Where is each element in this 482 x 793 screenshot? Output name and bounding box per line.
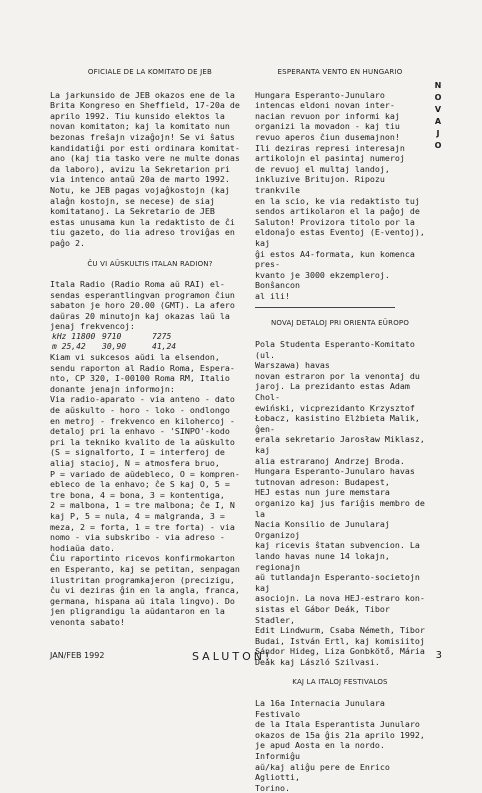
section-heading-hungario: ESPERANTA VENTO EN HUNGARIO [277, 68, 403, 76]
footer-date: JAN/FEB 1992 [50, 651, 105, 660]
paragraph-italoj: La 16a Internacia Junulara Festivalo de la Itala Esperantista Junularo okazos de 15a ĝis 21a aprilo 1992, je apud Aosta en la nordo. Informiĝu aŭ/kaj aliĝu pere de Enrico Agliotti, Torino. [255, 698, 425, 793]
side-letter: J [436, 129, 440, 138]
section-heading-italoj: KAJ LA ITALOJ FESTIVALOS [292, 678, 388, 687]
divider [255, 307, 395, 308]
freq-cell: 9710 [102, 332, 122, 342]
page-number: 3 [435, 650, 442, 661]
paragraph-jeb: La jarkunsido de JEB okazos ene de la Brita Kongreso en Sheffield, 17-20a de aprilo 1992. Tiu kunsido elektos la novan komitaton; kaj la komitato nun bezonas freŝajn vizaĝojn! Se vi ŝatus kandidatiĝi por esti ordinara komitat- ano (kaj tia tasko vere ne multe donas da laboro), avizu la Sekretarion pri via intenco antaŭ 20a de marto 1992. Notu, ke JEB pagas vojaĝkostojn (kaj alaĝn kostojn, se necese) de siaj komitatanoj. La Sekretario de JEB estas unusama kun la redaktisto de ĉi tiu gazeto, do lia adreso troviĝas en paĝo 2. [50, 89, 240, 248]
section-heading-radio: ĈU VI AŬSKULTIS ITALAN RADION? [87, 259, 213, 268]
left-column [50, 67, 250, 628]
page-footer [50, 651, 442, 665]
side-label-novajoj [431, 80, 445, 152]
paragraph-hungario: Hungara Esperanto-Junularo intencas eldoni novan inter- nacian revuon por informi kaj organizi la movadon - kaj tiu revuo aperos ĉiun dusemajnon! Ili deziras represi interesajn artikolojn el pasintaj numeroj de revuoj el multaj landoj, inkluzive Britujon. Ripozu trankvile en la scio, ke via redaktisto tuj sendos artikolaron el la paĝoj de Saluton! Provizora titolo por la eldonaĵo estas Eventoj (E-ventoj), kaj ĝi estos A4-formata, kun komenca pres- kvanto je 3000 ekzempleroj. Bonŝancon al ili! [255, 89, 425, 301]
side-letter: A [434, 117, 442, 126]
paragraph-radio-intro: Itala Radio (Radio Roma aŭ RAI) el- sendas esperantlingvan programon ĉiun sabaton je horo 20.00 (GMT). La afero daŭras 20 minutojn kaj okazas laŭ la jenaj frekvencoj: [50, 279, 235, 332]
right-column [255, 67, 425, 793]
freq-cell: kHz 11800 [52, 332, 96, 342]
side-letter: O [434, 93, 442, 102]
footer-magazine-name: SALUTON! [192, 650, 273, 663]
freq-cell: 30,90 [102, 342, 127, 352]
frequency-table [52, 332, 250, 352]
paragraph-radio-report: Kiam vi sukcesos aŭdi la elsendon, sendu raporton al Radio Roma, Espera- nto, CP 320, I-00100 Roma RM, Italio donante jenajn informojn: Via radio-aparato - via anteno - dato de aŭskulto - horo - loko - ondlongo en metroj - frekvenco en kilohercoj - detaloj pri la enhavo - 'SINPO'-kodo pri la tekniko kvalito de la aŭskulto (S = signalforto, I = interferoj de aliaj stacioj, N = atmosfera bruo, P = variado de aŭdebleco, O = kompren- ebleco de la enhavo; ĉe S kaj O, 5 = tre bona, 4 = bona, 3 = kontentiga, 2 = malbona, 1 = tre malbona; ĉe I, N kaj P, 5 = nula, 4 = malgranda, 3 = meza, 2 = forta, 1 = tre forta) - via nomo - via subskribo - via adreso - hodiaŭa dato. Ĉiu raportinto ricevos konfirmokarton en Esperanto, kaj se petitan, senpagan ilustritan programkajeron (precizigu, ĉu vi deziras ĝin en la angla, franca, germana, hispana aŭ itala lingvo). Do jen pligrandigu la aŭdantaron en la venonta sabato! [50, 352, 240, 627]
side-letter: V [434, 105, 442, 114]
freq-cell: 7275 [152, 332, 172, 342]
section-heading-orienta-europo: NOVAJ DETALOJ PRI ORIENTA EŬROPO [270, 319, 410, 328]
freq-cell: 41,24 [152, 342, 177, 352]
freq-cell: m 25,42 [52, 342, 86, 352]
side-letter: O [434, 141, 442, 150]
side-letter: N [434, 81, 442, 90]
section-heading-jeb: OFICIALE DE LA KOMITATO DE JEB [87, 68, 213, 76]
paragraph-orienta-europo: Pola Studenta Esperanto-Komitato (ul. Warszawa) havas novan estraron por la venontaj du jaroj. La prezidanto estas Adam Chol- ewiński, vicprezidanto Krzysztof Łobacz, kasistino Elżbieta Malik, ĝen- erala sekretario Jarosław Miklasz, kaj alia estraranoj Andrzej Broda. Hungara Esperanto-Junularo havas tutnovan adreson: Budapest, HEJ estas nun jure memstara organizo kaj jus fariĝis membro de la Nacia Konsilio de Junularaj Organizoj kaj ricevis ŝtatan subvencion. La lando havas nune 14 lokajn, regionajn aŭ tutlandajn Esperanto-societojn kaj asociojn. La nova HEJ-estraro kon- sistas el Gábor Deák, Tibor Stadler, Edit Lindwurm, Csaba Németh, Tibor Budai, István Ertl, kaj komisiitoj Sándor Hideg, Liza Gonbkötő, Mária Deák kaj László Szilvasi. [255, 339, 425, 667]
